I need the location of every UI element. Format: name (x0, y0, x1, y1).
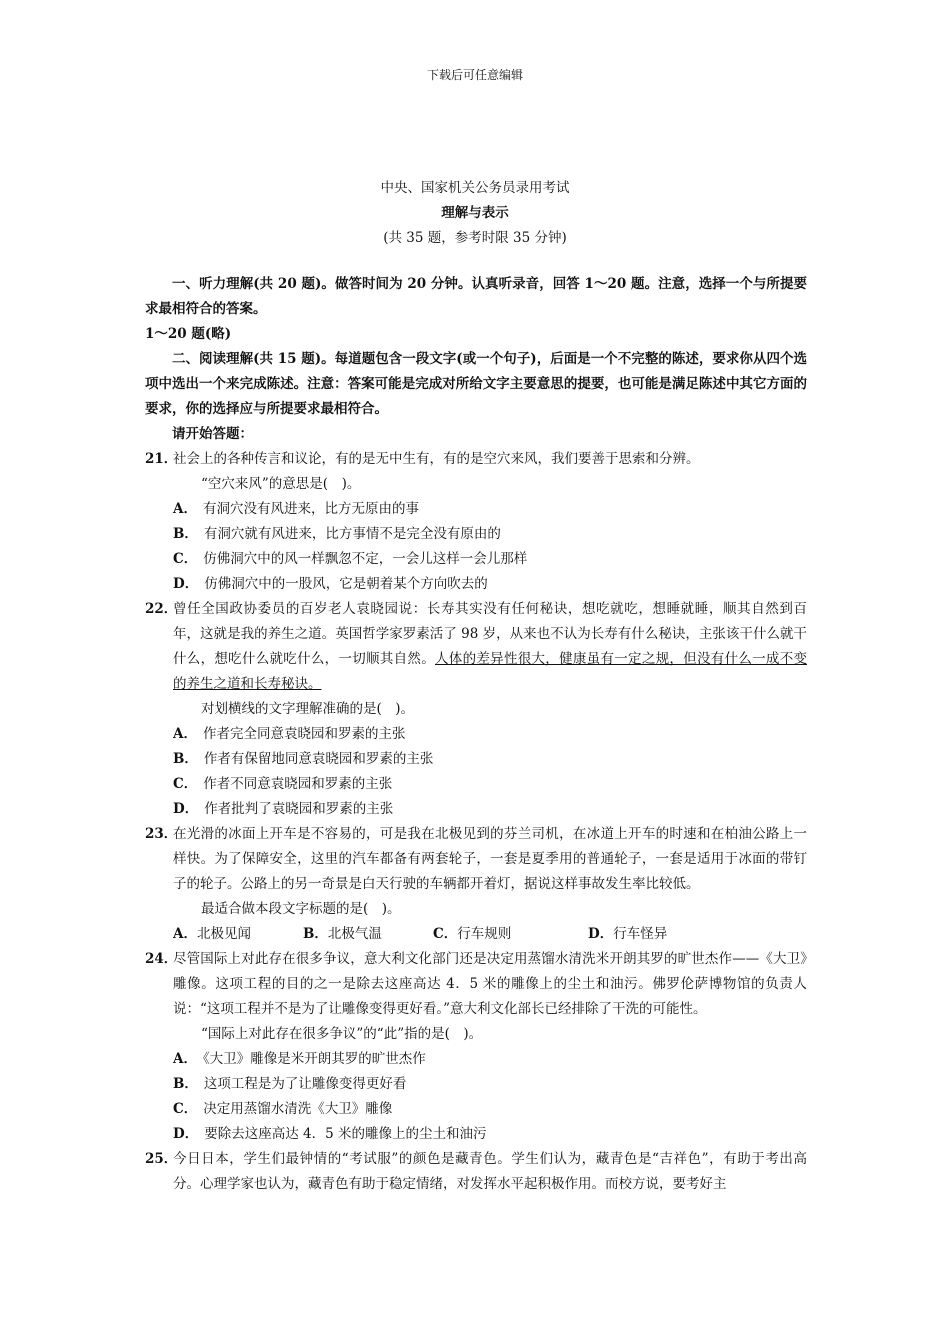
option-a (145, 1047, 807, 1072)
option-b (303, 922, 433, 947)
option-text: 决定用蒸馏水清洗《大卫》雕像 (203, 1101, 393, 1117)
reading-instructions: 二、阅读理解(共 15 题)。每道题包含一段文字(或一个句子)，后面是一个不完整的陈述，要求你从四个选项中选出一个来完成陈述。注意：答案可能是完成对所给文字主要意思的提要，也可能是满足陈述中其它方面的要求，你的选择应与所提要求最相符合。 (145, 351, 807, 417)
question-number: 22． (145, 601, 178, 617)
option-a (145, 722, 807, 747)
option-letter: A． (173, 501, 197, 517)
option-a (173, 922, 303, 947)
option-text: 《大卫》雕像是米开朗其罗的旷世杰作 (202, 1051, 426, 1067)
exam-subtitle: (共 35 题，参考时限 35 分钟) (383, 230, 567, 246)
option-d (145, 797, 807, 822)
question-prompt: 最适合做本段文字标题的是( )。 (201, 901, 401, 917)
question-text: 尽管国际上对此存在很多争议，意大利文化部门还是决定用蒸馏水清洗米开朗其罗的旷世杰作——《大卫》雕像。这项工程的目的之一是除去这座高达 4．5 米的雕像上的尘土和油污。佛罗伦萨博物馆的负责人说：“这项工程并不是为了让雕像变得更好看。”意大利文化部长已经排除了干洗的可能性。 (173, 951, 807, 1017)
option-text: 有洞穴没有风进来，比方无原由的事 (202, 501, 419, 517)
option-d (588, 922, 718, 947)
option-text: 北极气温 (327, 926, 382, 942)
question-prompt: “国际上对此存在很多争议”的“此”指的是( )。 (201, 1026, 483, 1042)
option-text: 仿佛洞穴中的一股风，它是朝着某个方向吹去的 (204, 576, 488, 592)
option-d (145, 1122, 807, 1147)
passage-text: 曾任全国政协委员的百岁老人袁晓园说：长寿其实没有任何秘诀，想吃就吃，想睡就睡，顺其自然到百年，这就是我的养生之道。英国哲学家罗素活了 98 岁，从来也不认为长寿有什么秘诀，主张该干什么就干什么，想吃什么就吃什么，一切顺其自然。 (173, 601, 807, 667)
option-c (145, 1097, 807, 1122)
option-letter: D． (588, 926, 614, 942)
option-letter: A． (173, 926, 197, 942)
start-prompt: 请开始答题： (172, 426, 253, 442)
option-text: 北极见闻 (196, 926, 251, 942)
option-letter: D． (173, 801, 199, 817)
option-letter: C． (433, 926, 458, 942)
option-letter: B． (173, 526, 198, 542)
question-number: 21． (145, 451, 178, 467)
option-a (145, 497, 807, 522)
question-number: 25． (145, 1151, 178, 1167)
question-25 (145, 1147, 807, 1197)
option-letter: B． (303, 926, 328, 942)
option-c (145, 547, 807, 572)
option-letter: B． (173, 1076, 198, 1092)
option-text: 作者有保留地同意袁晓园和罗素的主张 (203, 751, 434, 767)
header-note: 下载后可任意编辑 (426, 68, 523, 82)
option-letter: C． (173, 776, 198, 792)
option-text: 行车规则 (457, 926, 512, 942)
question-text: 在光滑的冰面上开车是不容易的，可是我在北极见到的芬兰司机，在冰道上开车的时速和在柏油公路上一样快。为了保障安全，这里的汽车都备有两套轮子，一套是夏季用的普通轮子，一套是适用于冰面的带钉子的轮子。公路上的另一奇景是白天行驶的车辆都开着灯，据说这样事故发生率比较低。 (173, 826, 807, 892)
option-text: 作者完全同意袁晓园和罗素的主张 (202, 726, 406, 742)
question-text: 今日日本，学生们最钟情的“考试服”的颜色是藏青色。学生们认为，藏青色是“吉祥色”，有助于考出高分。心理学家也认为，藏青色有助于稳定情绪，对发挥水平起积极作用。而校方说，要考好主 (173, 1151, 807, 1192)
question-prompt: “空穴来风”的意思是( )。 (201, 476, 361, 492)
option-b (145, 747, 807, 772)
listening-note: 1～20 题(略) (145, 326, 232, 342)
option-row (145, 922, 807, 947)
option-letter: B． (173, 751, 198, 767)
option-text: 作者不同意袁晓园和罗素的主张 (203, 776, 393, 792)
option-text: 这项工程是为了让雕像变得更好看 (203, 1076, 407, 1092)
question-text (173, 597, 807, 697)
question-21 (145, 447, 807, 472)
option-text: 作者批判了袁晓园和罗素的主张 (204, 801, 394, 817)
option-text: 要除去这座高达 4．5 米的雕像上的尘土和油污 (204, 1126, 487, 1142)
question-number: 24． (145, 951, 178, 967)
question-24 (145, 947, 807, 1022)
option-c (433, 922, 588, 947)
question-prompt: 对划横线的文字理解准确的是( )。 (201, 701, 415, 717)
underlined-sentence: 人体的差异性很大，健康虽有一定之规，但没有什么一成不变的养生之道和长寿秘诀。 (173, 651, 808, 692)
option-c (145, 772, 807, 797)
question-text: 社会上的各种传言和议论，有的是无中生有，有的是空穴来风，我们要善于思索和分辨。 (173, 451, 700, 467)
option-letter: C． (173, 1101, 198, 1117)
question-number: 23． (145, 826, 178, 842)
document-body (145, 272, 807, 1197)
option-b (145, 522, 807, 547)
option-b (145, 1072, 807, 1097)
option-letter: D． (173, 1126, 199, 1142)
option-text: 有洞穴就有风进来，比方事情不是完全没有原由的 (203, 526, 501, 542)
option-text: 仿佛洞穴中的风一样飘忽不定，一会儿这样一会儿那样 (203, 551, 528, 567)
option-text: 行车怪异 (613, 926, 668, 942)
question-23 (145, 822, 807, 897)
title-block (0, 176, 950, 251)
option-letter: A． (173, 726, 197, 742)
exam-title: 中央、国家机关公务员录用考试 (380, 180, 570, 196)
option-d (145, 572, 807, 597)
question-22 (145, 597, 807, 697)
option-letter: A． (173, 1051, 197, 1067)
section-title: 理解与表示 (441, 205, 509, 221)
option-letter: D． (173, 576, 199, 592)
listening-instructions: 一、听力理解(共 20 题)。做答时间为 20 分钟。认真听录音，回答 1～20 题。注意，选择一个与所提要求最相符合的答案。 (145, 276, 807, 317)
option-letter: C． (173, 551, 198, 567)
